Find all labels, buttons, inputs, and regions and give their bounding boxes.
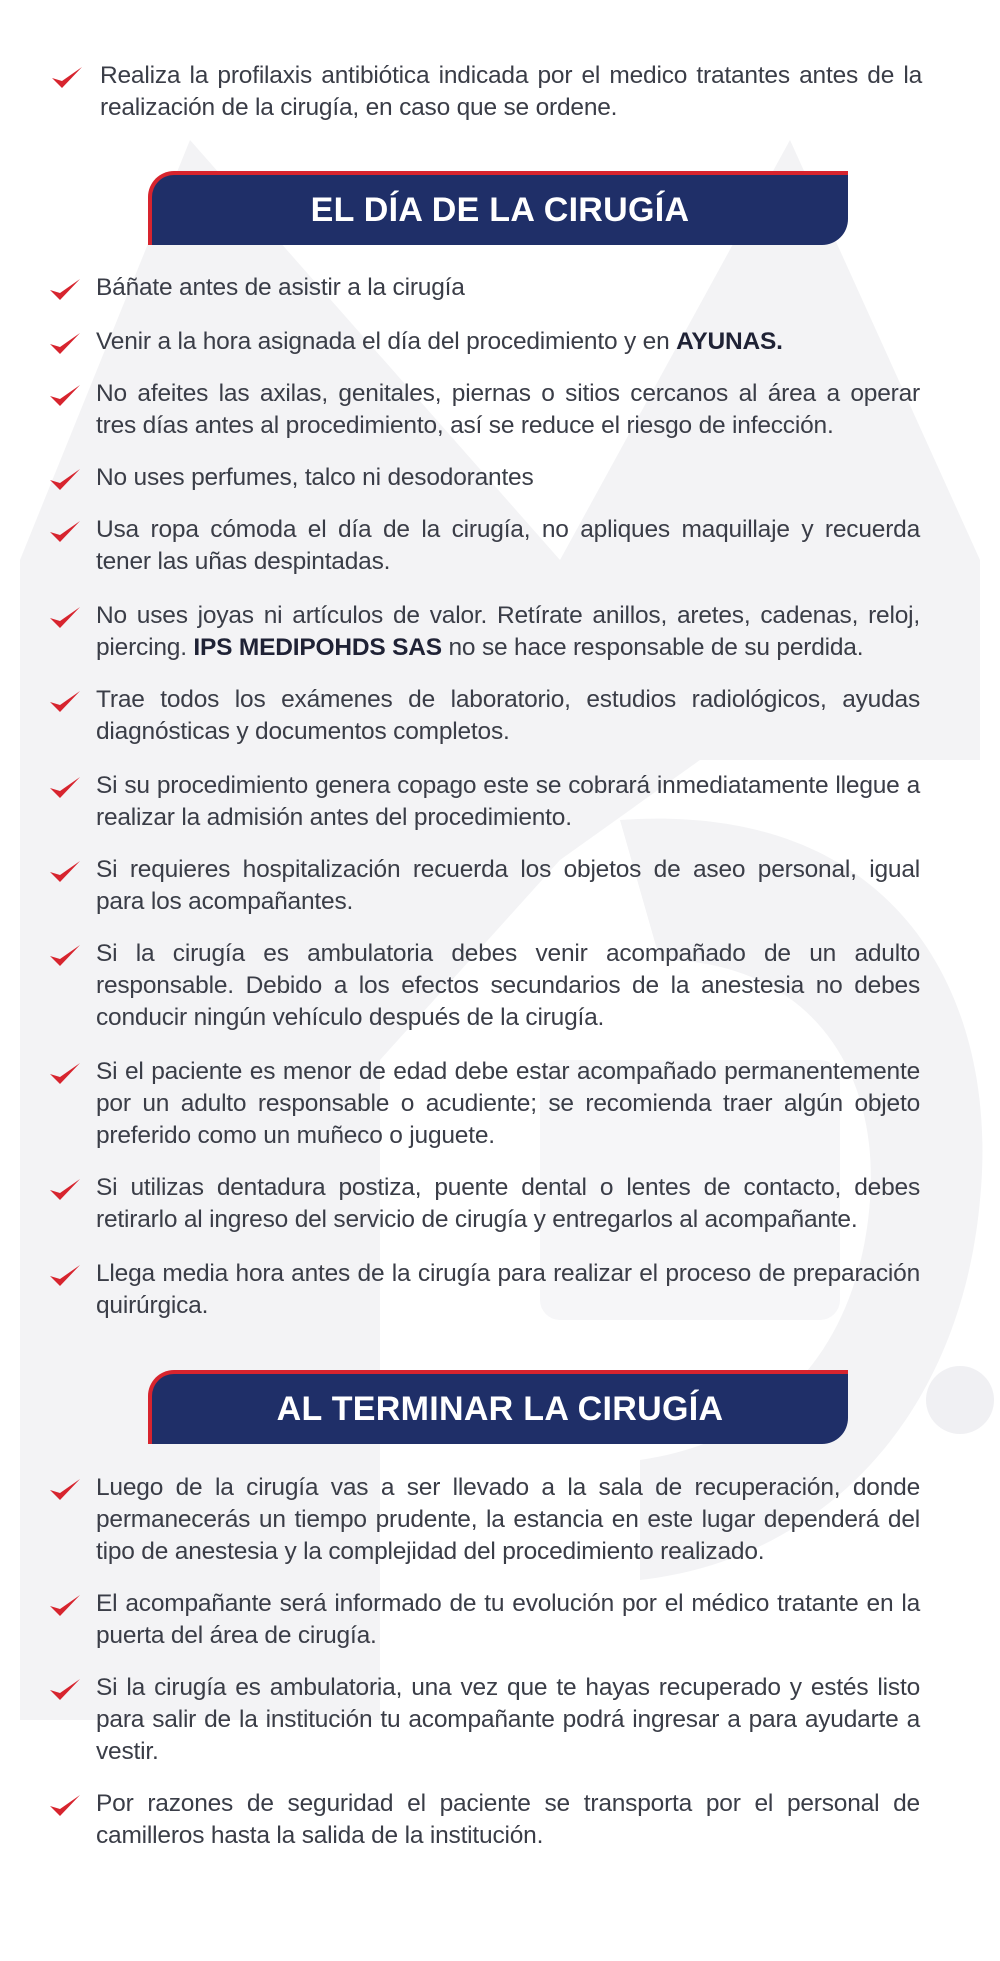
- check-icon: [48, 688, 82, 716]
- check-icon: [50, 64, 84, 92]
- emphasis-ayunas: AYUNAS.: [676, 328, 783, 355]
- item-text: Si la cirugía es ambulatoria, una vez que te hayas recuperado y estés listo para salir de la institución tu acompañante podrá ingresar a para ayudarte a vestir.: [96, 1674, 920, 1765]
- check-icon: [48, 858, 82, 886]
- check-icon: [48, 1176, 82, 1204]
- item-text: Usa ropa cómoda el día de la cirugía, no apliques maquillaje y recuerda tener las uñas despintadas.: [96, 516, 920, 575]
- list-item: [48, 378, 920, 442]
- list-item: [48, 462, 920, 494]
- list-item: [48, 1056, 920, 1152]
- item-text: Báñate antes de asistir a la cirugía: [96, 274, 465, 301]
- list-item: [48, 854, 920, 918]
- item-text: El acompañante será informado de tu evolución por el médico tratante en la puerta del área de cirugía.: [96, 1590, 920, 1649]
- check-icon: [48, 1792, 82, 1820]
- emphasis-company: IPS MEDIPOHDS SAS: [193, 634, 442, 661]
- item-text: Si requieres hospitalización recuerda los objetos de aseo personal, igual para los acompañantes.: [96, 856, 920, 915]
- check-icon: [48, 774, 82, 802]
- item-text: Por razones de seguridad el paciente se transporta por el personal de camilleros hasta la salida de la institución.: [96, 1790, 920, 1849]
- list-item: [48, 326, 920, 358]
- check-icon: [48, 1262, 82, 1290]
- item-text: No afeites las axilas, genitales, piernas o sitios cercanos al área a operar tres días antes al procedimiento, así se reduce el riesgo de infección.: [96, 380, 920, 439]
- item-text: Si la cirugía es ambulatoria debes venir acompañado de un adulto responsable. Debido a los efectos secundarios de la anestesia no debes conducir ningún vehículo después de la cirugía.: [96, 940, 920, 1031]
- check-icon: [48, 382, 82, 410]
- list-item: [48, 600, 920, 664]
- section-title: EL DÍA DE LA CIRUGÍA: [310, 190, 690, 229]
- list-item: [48, 1172, 920, 1236]
- check-icon: [48, 1060, 82, 1088]
- check-icon: [48, 942, 82, 970]
- item-text: Si el paciente es menor de edad debe estar acompañado permanentemente por un adulto responsable o acudiente; se recomienda traer algún objeto preferido como un muñeco o juguete.: [96, 1058, 920, 1149]
- list-item: [48, 272, 920, 304]
- check-icon: [48, 518, 82, 546]
- item-text: Luego de la cirugía vas a ser llevado a la sala de recuperación, donde permanecerás un tiempo prudente, la estancia en este lugar dependerá del tipo de anestesia y la complejidad del procedimiento realizado.: [96, 1474, 920, 1565]
- check-icon: [48, 276, 82, 304]
- section-banner-dia-cirugia: [148, 171, 848, 245]
- check-icon: [48, 466, 82, 494]
- list-item: [48, 1258, 920, 1322]
- item-text: Trae todos los exámenes de laboratorio, estudios radiológicos, ayudas diagnósticas y documentos completos.: [96, 686, 920, 745]
- item-text: No uses perfumes, talco ni desodorantes: [96, 464, 534, 491]
- list-item: [48, 1788, 920, 1852]
- item-text: No uses joyas ni artículos de valor. Retírate anillos, aretes, cadenas, reloj, piercing. IPS MEDIPOHDS SAS no se hace responsable de su perdida.: [96, 602, 920, 661]
- list-item: [48, 770, 920, 834]
- check-icon: [48, 1476, 82, 1504]
- list-item: [48, 1672, 920, 1768]
- list-item: [48, 938, 920, 1034]
- item-text: Realiza la profilaxis antibiótica indicada por el medico tratantes antes de la realización de la cirugía, en caso que se ordene.: [100, 62, 922, 121]
- list-item: [48, 514, 920, 578]
- list-item: [50, 60, 922, 124]
- check-icon: [48, 330, 82, 358]
- check-icon: [48, 604, 82, 632]
- list-item: [48, 1588, 920, 1652]
- item-text: Si su procedimiento genera copago este se cobrará inmediatamente llegue a realizar la admisión antes del procedimiento.: [96, 772, 920, 831]
- check-icon: [48, 1592, 82, 1620]
- list-item: [48, 1472, 920, 1568]
- item-text: Venir a la hora asignada el día del procedimiento y en AYUNAS.: [96, 328, 783, 355]
- check-icon: [48, 1676, 82, 1704]
- section-banner-terminar-cirugia: [148, 1370, 848, 1444]
- item-text: Llega media hora antes de la cirugía para realizar el proceso de preparación quirúrgica.: [96, 1260, 920, 1319]
- section-title: AL TERMINAR LA CIRUGÍA: [276, 1389, 724, 1428]
- list-item: [48, 684, 920, 748]
- item-text: Si utilizas dentadura postiza, puente dental o lentes de contacto, debes retirarlo al ingreso del servicio de cirugía y entregarlos al acompañante.: [96, 1174, 920, 1233]
